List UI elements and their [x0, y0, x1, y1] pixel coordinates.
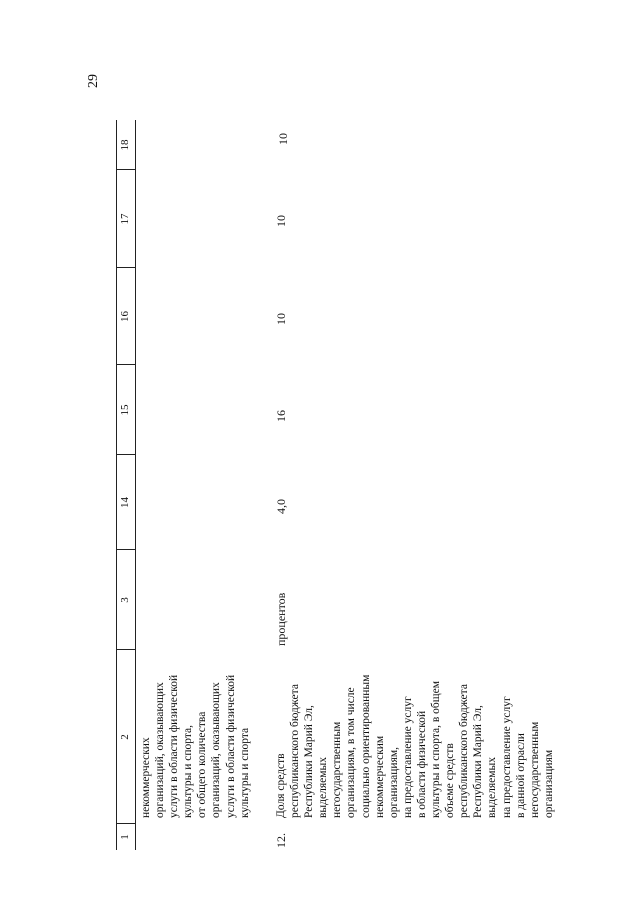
text-line: на предоставление услуг	[500, 696, 513, 818]
text-line: организациям	[542, 749, 555, 818]
row-12-value-16: 10	[274, 313, 288, 325]
header-col-3: 3	[119, 597, 131, 603]
row-12-value-14: 4,0	[274, 499, 288, 514]
text-line: в данной отрасли	[514, 733, 527, 818]
text-line: негосударственным	[528, 721, 541, 818]
text-line: некоммерческим	[373, 735, 386, 818]
header-col-16: 16	[119, 311, 131, 322]
table-top-rule	[116, 120, 117, 850]
text-line: услуги в области физической	[168, 674, 181, 818]
text-line: на предоставление услуг	[401, 696, 414, 818]
text-line: республиканского бюджета	[289, 684, 302, 818]
header-col-17: 17	[119, 213, 131, 225]
text-line: культуры и спорта, в общем	[430, 681, 443, 818]
text-line: культуры и спорта	[238, 727, 251, 818]
text-line: Республики Марий Эл,	[303, 705, 316, 818]
text-line: организациям,	[387, 746, 400, 818]
row-12-number: 12.	[274, 833, 288, 848]
header-col-18: 18	[119, 139, 131, 151]
text-line: Доля средств	[275, 753, 287, 818]
header-col-2: 2	[119, 734, 131, 740]
continuation-indicator-text	[139, 672, 252, 818]
text-line: организаций, оказывающих	[154, 682, 167, 818]
header-col-15: 15	[119, 404, 131, 416]
text-line: культуры и спорта,	[182, 725, 195, 818]
header-col-14: 14	[119, 497, 131, 508]
continuation-value-18: 10	[276, 133, 290, 145]
text-line: в области физической	[415, 710, 428, 818]
text-line: республиканского бюджета	[458, 684, 471, 818]
text-line: Республики Марий Эл,	[472, 705, 485, 818]
header-bottom-rule	[135, 120, 136, 850]
text-line: выделяемых	[486, 757, 499, 818]
row-12-value-17: 10	[274, 215, 288, 227]
text-line: организаций, оказывающих	[210, 682, 223, 818]
text-line: выделяемых	[317, 757, 330, 818]
text-line: услуги в области физической	[224, 674, 237, 818]
header-col-1: 1	[119, 834, 131, 840]
text-line: от общего количества	[196, 711, 209, 818]
text-line: организациям, в том числе	[345, 687, 358, 818]
text-line: негосударственным	[331, 721, 344, 818]
page-number: 29	[86, 74, 101, 88]
row-12-indicator-text	[274, 672, 556, 818]
text-line: социально ориентированным	[359, 674, 372, 818]
text-line: некоммерческих	[140, 737, 152, 818]
row-12-value-15: 16	[274, 410, 288, 422]
text-line: объеме средств	[444, 743, 457, 818]
row-12-unit: процентов	[274, 592, 288, 646]
rotated-table	[116, 120, 555, 850]
